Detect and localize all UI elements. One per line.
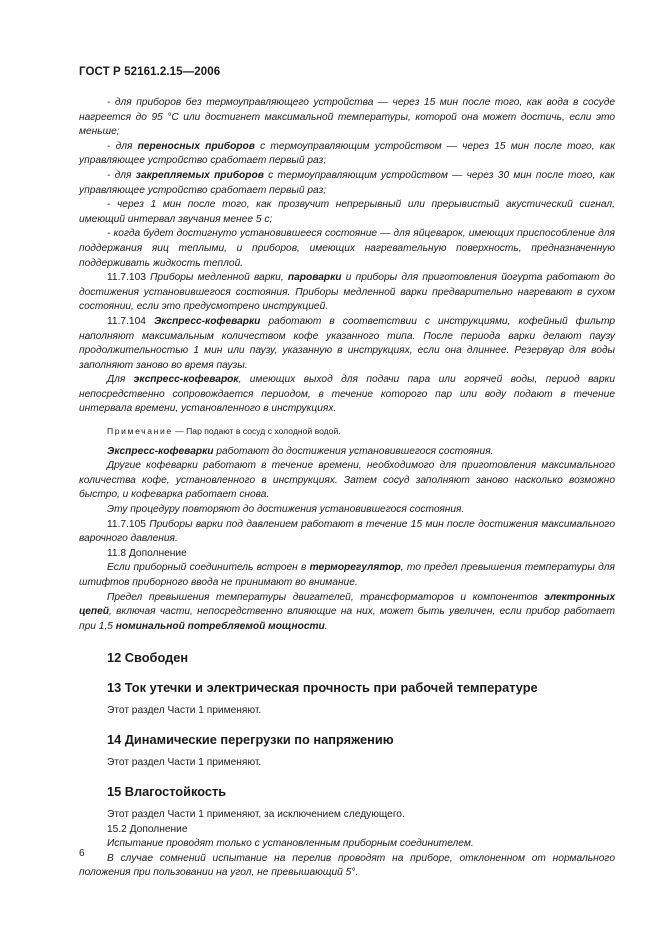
section-text: Этот раздел Части 1 применяют, за исключением следующего. [107, 808, 405, 820]
text: с термоуправляющим устройством — через 15 мин после того, как управляющее устройство сработает первый раз; [79, 140, 616, 167]
bold-term: экспресс-кофеварок [133, 374, 239, 386]
text: Для [107, 374, 134, 386]
paragraph [79, 169, 615, 198]
bold-term: пароварки [287, 272, 342, 284]
text: работают до достижения установившегося состояния. [213, 445, 494, 457]
document-id-header: ГОСТ Р 52161.2.15—2006 [79, 66, 221, 78]
section-heading-12: 12 Свободен [107, 650, 189, 666]
text: Эту процедуру повторяют до достижения установившегося состояния. [107, 504, 465, 516]
section-heading-15: 15 Влагостойкость [107, 784, 227, 800]
paragraph: Испытание проводят только с установленным приборным соединителем. [107, 838, 474, 850]
subclause-heading: 15.2 Дополнение [107, 823, 188, 835]
clause-number: 11.7.103 [107, 272, 151, 284]
paragraph [79, 96, 615, 140]
text: , то предел превышения температуры для штифтов приборного ввода не принимают во внимание. [79, 562, 615, 588]
text: с термоуправляющим устройством — через 30 мин после того, как управляющее устройство сработает первый раз; [79, 169, 615, 196]
clause-number: 11.7.105 [107, 518, 150, 530]
text: - для [107, 169, 136, 181]
text: - когда будет достигнуто установившееся состояние — для яйцеварок, имеющих приспособление для поддержания яиц теплыми, и приборов, имеющих нагревательную поверхность, предназначенную поддерживать жидкость теплой. [79, 228, 615, 269]
page-number: 6 [79, 848, 85, 859]
text: , имеющих выход для подачи пара или горячей воды, период варки непосредственно сопровождается периодом, в течение которого пар или воду подают в течение интервала времени, установленного в инструкциях. [79, 374, 615, 415]
text: Если приборный соединитель встроен в [107, 562, 310, 574]
section-heading-13: 13 Ток утечки и электрическая прочность при рабочей температуре [107, 679, 538, 695]
note-label: Примечание [107, 426, 173, 437]
bold-term: номинальной потребляемой мощности [115, 620, 325, 632]
paragraph [79, 445, 615, 460]
text: Приборы медленной варки, [150, 272, 288, 284]
document-body [79, 96, 615, 881]
text: работают в соответствии с инструкциями, кофейный фильтр наполняют максимальным количеством кофе указанного типа. После периода варки делают паузу продолжительностью 1 мин или паузу, указанную в инструкциях, если она длиннее. Резервуар для воды заполняют заново во время паузы. [79, 315, 615, 371]
paragraph [79, 271, 615, 315]
text: - для приборов без термоуправляющего устройства — через 15 мин после того, как вода в сосуде нагреется до 95 °С или достигнет максимальной температуры, которой она может достичь, если это меньше; [79, 97, 615, 138]
bold-term: Экспресс-кофеварки [107, 445, 214, 457]
bold-term: Экспресс-кофеварки [153, 315, 261, 327]
text: и приборы для приготовления йогурта работают до достижения установившегося состояния. Приборы медленной варки предварительно нагревают в сухом состоянии, если это предусмотрено инструкцией. [79, 272, 616, 313]
paragraph [79, 561, 615, 590]
bold-term: электронных цепей [79, 591, 615, 618]
bold-term: переносных приборов [137, 140, 255, 152]
text: . [324, 620, 328, 632]
text: Приборы варки под давлением работают в течение 15 мин после достижения максимального варочного давления. [79, 518, 615, 545]
text: , включая части, непосредственно влияющие на них, может быть увеличен, если прибор работает при 1,5 [79, 606, 615, 632]
section-text: Этот раздел Части 1 применяют. [107, 704, 262, 716]
paragraph [79, 140, 615, 169]
paragraph [79, 518, 615, 547]
section-heading-14: 14 Динамические перегрузки по напряжению [107, 732, 394, 748]
paragraph [79, 459, 615, 503]
bold-term: терморегулятор [309, 562, 401, 574]
text: Другие кофеварки работают в течение времени, необходимого для приготовления максимального количества кофе, установленного в инструкциях. Затем сосуд заполняют заново насколько возможно быстро, и кофеварка работает снова. [79, 460, 615, 501]
text: - для [107, 140, 138, 152]
section-text: Этот раздел Части 1 применяют. [107, 756, 262, 768]
paragraph [79, 227, 615, 271]
paragraph [79, 373, 615, 417]
paragraph [79, 591, 615, 635]
paragraph [79, 503, 615, 518]
paragraph [79, 315, 615, 373]
paragraph [79, 198, 615, 227]
note-text: — Пар подают в сосуд с холодной водой. [172, 426, 341, 437]
text: - через 1 мин после того, как прозвучит непрерывный или прерывистый акустический сигнал, имеющий интервал звучания менее 5 с; [79, 199, 615, 225]
subclause-heading: 11.8 Дополнение [107, 547, 187, 559]
bold-term: закрепляемых приборов [135, 169, 264, 181]
clause-number: 11.7.104 [107, 315, 154, 327]
paragraph: В случае сомнений испытание на перелив проводят на приборе, отклоненном от нормального положения при пользовании на угол, не превышающий 5°. [79, 852, 615, 879]
text: Предел превышения температуры двигателей, трансформаторов и компонентов [107, 591, 545, 603]
note [79, 424, 615, 439]
